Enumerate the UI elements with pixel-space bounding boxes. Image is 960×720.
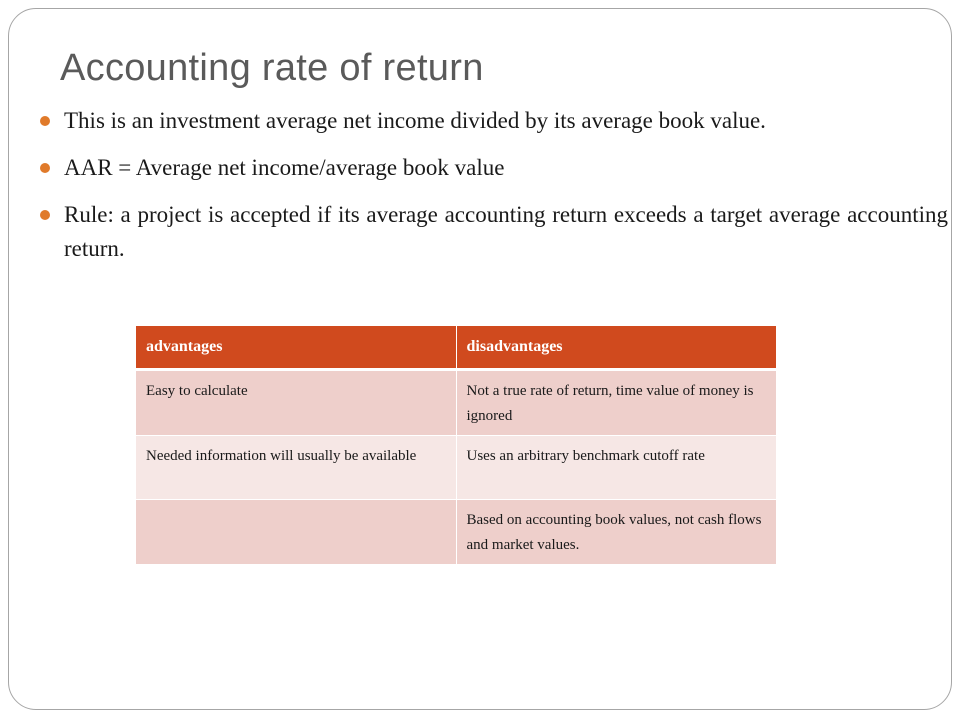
bullet-text: This is an investment average net income divided by its average book value. <box>64 108 766 133</box>
bullet-dot-icon <box>40 210 50 220</box>
table-cell: Based on accounting book values, not cash flows and market values. <box>456 500 776 565</box>
slide-title: Accounting rate of return <box>60 47 484 89</box>
bullet-item <box>40 198 948 266</box>
table-cell <box>136 500 456 565</box>
column-header-disadvantages: disadvantages <box>456 326 776 370</box>
table-cell: Uses an arbitrary benchmark cutoff rate <box>456 436 776 500</box>
table-row <box>136 370 776 436</box>
table-row <box>136 436 776 500</box>
comparison-table <box>136 326 776 564</box>
table-header-row <box>136 326 776 370</box>
bullet-item <box>40 104 948 138</box>
table-cell: Needed information will usually be available <box>136 436 456 500</box>
table-row <box>136 500 776 565</box>
table-cell: Not a true rate of return, time value of money is ignored <box>456 370 776 436</box>
bullet-dot-icon <box>40 163 50 173</box>
bullet-dot-icon <box>40 116 50 126</box>
column-header-advantages: advantages <box>136 326 456 370</box>
table-cell: Easy to calculate <box>136 370 456 436</box>
bullet-text: Rule: a project is accepted if its average accounting return exceeds a target average accounting return. <box>64 202 948 261</box>
bullet-item <box>40 151 948 185</box>
bullet-list <box>40 104 948 279</box>
bullet-text: AAR = Average net income/average book value <box>64 155 505 180</box>
